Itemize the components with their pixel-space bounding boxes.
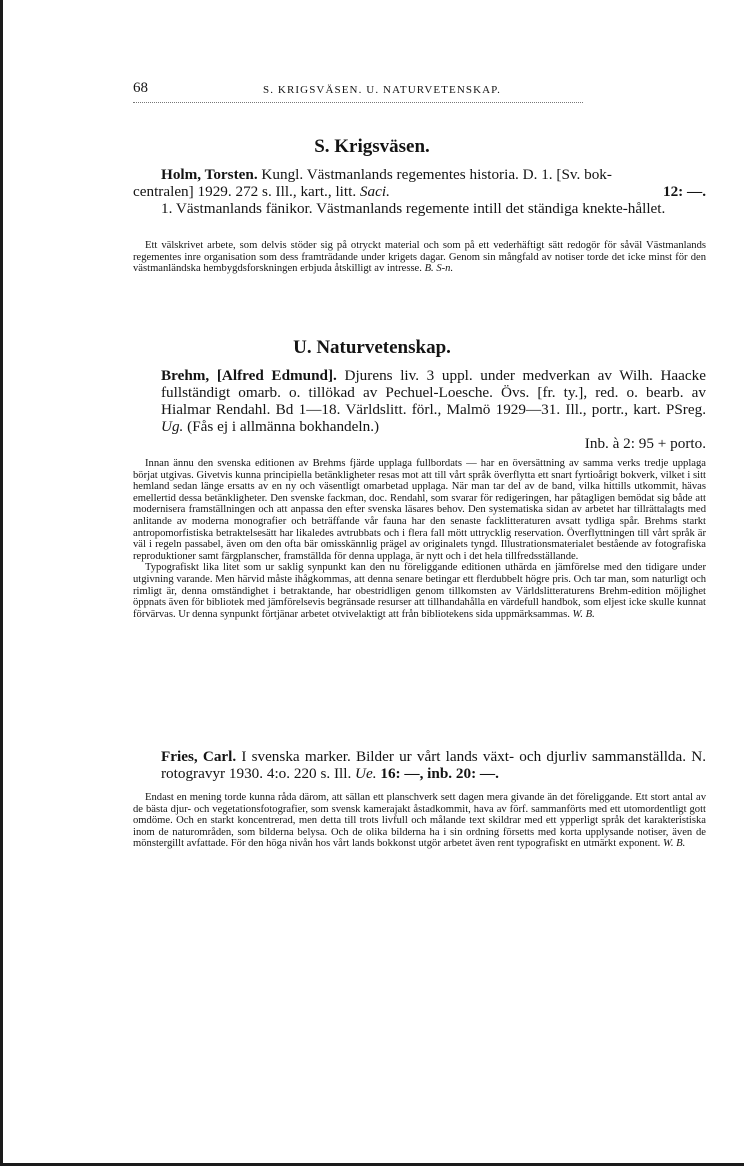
entry-signum: Ug. xyxy=(161,418,184,435)
running-head: S. KRIGSVÄSEN. U. NATURVETENSKAP. xyxy=(263,84,502,96)
entry-title: I svenska marker. Bilder ur vårt lands växt- och djurliv sammanställda. N. rotogravyr 1930. 4:o. 220 s. Ill. xyxy=(161,748,706,782)
entry-title: Kungl. Västmanlands regementes historia. D. 1. [Sv. bok- xyxy=(261,166,612,183)
entry-signum: Ue. xyxy=(355,765,377,782)
entry-price: 16: —, inb. 20: —. xyxy=(380,765,499,782)
page-number: 68 xyxy=(133,80,148,96)
review-paragraph-2 xyxy=(133,562,706,620)
header-rule xyxy=(133,102,583,103)
entry-part-line: 1. Västmanlands fänikor. Västmanlands regemente intill det ständiga knekte-hållet. xyxy=(161,200,666,217)
entry-author: Holm, Torsten. xyxy=(161,166,258,183)
entry-title: Djurens liv. 3 uppl. under medverkan av Wilh. Haacke fullständigt omarb. o. tillökad av Pechuel-Loesche. Övs. [fr. ty.], red. o. bearb. av Hialmar Rendahl. Bd 1—18. Världslitt. förl., Malmö 1929—31. Ill., portr., kart. PSreg. xyxy=(161,367,706,418)
entry-note: (Fås ej i allmänna bokhandeln.) xyxy=(187,418,380,435)
entry-imprint xyxy=(133,183,390,200)
scan-border-bottom xyxy=(0,1163,744,1166)
page-header xyxy=(133,80,706,102)
entry-price: 12: —. xyxy=(662,183,706,200)
review-brehm xyxy=(133,458,706,620)
entry-line-1 xyxy=(133,166,706,183)
review-text: Typografiskt lika litet som ur saklig synpunkt kan den nu föreliggande editionen uthärda en jämförelse med den tidigare under utgivning varande. Men härvid måste ihågkommas, att denna senare betingar ett flerdubbelt högre pris. Och tar man, som naturligt och rimligt är, denna omständighet i betraktande, har obestridligen genom tillkomsten av Världslitteraturens Brehm-edition möjlighet öppnats även för bibliotek med jämförelsevis begränsade resurser att tillhandahålla en värdefull handbok, som eljest icke skulle kunnat förvärvas. Ur denna synpunkt förtjänar arbetet otvivelaktigt att från bibliotekens sida uppmärksammas. xyxy=(133,562,706,620)
review-signature: W. B. xyxy=(572,608,595,620)
entry-body xyxy=(133,367,706,435)
review-fries xyxy=(133,792,706,850)
entry-signum: Saci. xyxy=(359,183,390,200)
entry-holm xyxy=(133,166,706,217)
entry-brehm xyxy=(133,367,706,452)
section-title-naturvetenskap: U. Naturvetenskap. xyxy=(293,337,451,358)
review-signature: W. B. xyxy=(662,838,686,850)
entry-imprint-text: centralen] 1929. 272 s. Ill., kart., litt. xyxy=(133,183,357,200)
review-holm xyxy=(133,240,706,275)
review-text: Endast en mening torde kunna råda därom, att sällan ett planschverk sett dagen mera givande än det föreliggande. Ett stort antal av de bästa djur- och vegetationsfotografier, som svensk kamerajakt åstadkommit, hava av förf. sammanförts med ett utomordentligt gott omdöme. Och en starkt koncentrerad, men detta till trots livfull och målande text skildrar med ett ypperligt språk det karakteristiska inom de naturområden, som bilderna belysa. Och de olika bilderna ha i sin ordning försetts med korta upplysande notiser, även de mönstergillt avfattade. För den höga nivån hos vårt lands bokkonst utgör arbetet även rent typografiskt en utmärkt exponent. xyxy=(133,792,706,850)
entry-body xyxy=(133,748,706,782)
review-signature: B. S-n. xyxy=(424,263,454,275)
entry-author: Fries, Carl. xyxy=(161,748,237,765)
entry-author: Brehm, [Alfred Edmund]. xyxy=(161,367,337,384)
section-title-krigsvasen: S. Krigsväsen. xyxy=(314,136,430,157)
entry-price: Inb. à 2: 95 + porto. xyxy=(584,435,706,452)
scan-border-left xyxy=(0,0,3,1163)
review-text: Ett välskrivet arbete, som delvis stöder sig på otryckt material och som på ett vederhäftigt sätt redogör för såväl Västmanlands regementes inre organisation som dess framträdande under krigets dagar. Genom sin mångfald av notiser torde det icke minst för den västmanländska hembygdsforskningen erbjuda åtskilligt av intresse. xyxy=(133,240,706,275)
entry-line-2 xyxy=(133,183,706,200)
entry-fries xyxy=(133,748,706,782)
review-paragraph-1: Innan ännu den svenska editionen av Brehms fjärde upplaga fullbordats — har en översättning av samma verks tredje upplaga börjat utgivas. Givetvis kunna principiella betänkligheter resas mot att till vårt språk överflytta ett snart fyrtioårigt bokverk, vilket i sitt hemland sedan länge ersatts av en ny och väsentligt omarbetad upplaga. När man tar del av de band, vilka hittills utkommit, hävas emellertid dessa betänkligheter. Den svenske fackman, doc. Rendahl, som svarar för redigeringen, har påtagligen bemödat sig både att modernisera framställningen och att anpassa den efter svenska läsares behov. Den systematiska sidan av arbetet har tillrättalagts med anlitande av moderna monografier och beträffande vår fauna har den senaste facklitteraturen avsatt tydliga spår. Brehms starkt antropomorfistiska betraktelsesätt har likaledes avtrubbats och i flera fall mött uttrycklig reservation. Överflyttningen till vårt språk är väl i regeln passabel, även om den ofta bär omisskännlig prägel av originalets tyngd. Illustrationsmaterialet bestående av fotografiska reproduktioner samt färgplanscher, framställda för denna upplaga, är nytt och i det hela tillfredsställande. xyxy=(133,458,706,562)
